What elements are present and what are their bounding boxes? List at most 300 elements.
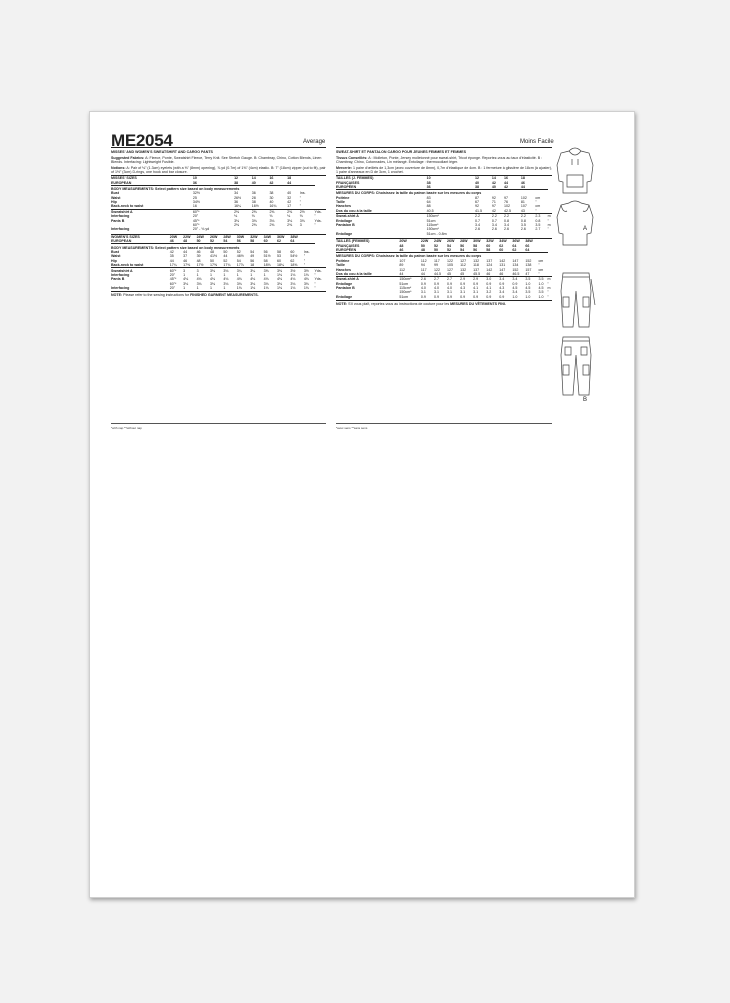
table-cell: 0.9: [433, 281, 439, 286]
notions-fr: Mercerie: 1 paire d'œillets de 1,3cm (avec ouverture de 8mm), 0,7m d'élastique de 4cm. B : 1 fermeture à glissière de 18cm (à ajuster), 1 paire d'anneaux en D de 3cm, 1 crochet.: [336, 165, 552, 174]
table-cell: 51½: [263, 254, 271, 259]
table-cell: ⅛: [287, 214, 291, 219]
table-cell: ": [303, 263, 306, 268]
table-cell: 2.6: [420, 277, 426, 282]
table-cell: 35: [169, 254, 174, 259]
table-cell: ⅛: [251, 214, 255, 219]
table-cell: 16: [503, 176, 508, 181]
table-cell: 3⅛: [209, 268, 215, 273]
table-cell: 52: [209, 239, 214, 244]
table-cell: 152: [512, 267, 519, 272]
table-cell: 3¼: [236, 268, 242, 273]
table-cell: 4⅛: [209, 277, 215, 282]
table-cell: 122: [433, 267, 440, 272]
table-cell: 3.5: [538, 277, 544, 282]
table-cell: 48: [196, 258, 201, 263]
table-cell: 137: [473, 267, 480, 272]
row-label: Back-neck to waist: [111, 263, 144, 268]
table-cell: 51cm: [426, 218, 436, 223]
table-cell: 36: [251, 191, 256, 196]
table-cell: 4⅛: [223, 277, 229, 282]
table-cell: 40: [269, 200, 274, 205]
table-cell: 42: [491, 180, 496, 185]
table-cell: 48: [209, 249, 214, 254]
table-cell: 3.1: [420, 290, 426, 295]
table-cell: 142: [499, 258, 506, 263]
table-cell: 3.1: [473, 290, 479, 295]
row-label: Bust: [111, 191, 119, 196]
header-rule-en: [111, 147, 326, 148]
table-cell: 97: [503, 195, 508, 200]
table-cell: 62: [277, 239, 281, 244]
row-label: Interfacing: [111, 214, 130, 219]
table-cell: 0.9: [433, 294, 439, 299]
table-cell: 1⅛: [250, 286, 256, 291]
yardage-row: [111, 286, 326, 290]
table-cell: 60: [277, 258, 281, 263]
table-cell: 38: [251, 200, 256, 205]
table-cell: 142: [486, 267, 493, 272]
table-cell: 3.5: [525, 290, 531, 295]
table-cell: 3⅛: [299, 218, 305, 223]
table-cell: 2.6: [491, 227, 497, 232]
body-measurements-heading: BODY MEASUREMENTS: Select pattern size based on body measurements: [111, 244, 315, 250]
yardage-row: [111, 227, 326, 231]
table-cell: 0.9: [447, 294, 453, 299]
table-cell: 3.5: [525, 277, 531, 282]
table-cell: 30W: [236, 234, 245, 239]
table-cell: Yds.: [314, 218, 322, 223]
table-cell: 17¼: [169, 263, 177, 268]
skill-level-en: Average: [303, 139, 326, 145]
table-cell: 3.5: [538, 290, 544, 295]
row-label: Waist: [111, 195, 121, 200]
table-cell: 131: [499, 263, 506, 268]
table-cell: 52: [223, 258, 228, 263]
table-cell: ": [547, 290, 549, 295]
table-cell: 38: [234, 180, 239, 185]
table-cell: 51cm - 0.8m: [426, 231, 447, 236]
table-cell: 10: [192, 176, 197, 181]
table-cell: 36: [426, 184, 431, 189]
row-label: EUROPÉEN: [336, 247, 357, 252]
table-cell: 49: [250, 254, 255, 259]
table-cell: 152: [525, 258, 532, 263]
table-cell: 4⅛: [250, 277, 256, 282]
table-cell: 45"*: [169, 277, 177, 282]
table-cell: 16¾: [269, 204, 277, 209]
table-cell: 127: [447, 267, 454, 272]
table-cell: 44: [520, 184, 525, 189]
fabrics-en: Suggested Fabrics: A: Fleece, Ponte, Sweatshirt Fleece, Terry Knit. See Stretch Gauge. B: Chambray, Chino, Cotton Blends, Linen Blends. Interfacing: Lightweight Fusible.: [111, 156, 322, 165]
table-cell: 50: [223, 249, 228, 254]
table-cell: 1⅛: [277, 272, 282, 277]
table-cell: 46: [486, 271, 491, 276]
table-cell: 58: [250, 239, 255, 244]
table-cell: 1: [263, 272, 266, 277]
table-cell: 34W: [499, 239, 507, 244]
body-measurements-heading: MESURES DU CORPS: Choisissez la taille du patron basée sur les mesures du corps: [336, 190, 548, 196]
table-cell: [548, 232, 552, 236]
row-label: Pants B: [111, 277, 125, 282]
table-cell: 42: [503, 184, 508, 189]
table-cell: 3.4: [512, 290, 518, 295]
row-label: Pantalon B: [336, 286, 355, 291]
note-fr: NOTE: S'il vous plaît, reportez-vous au instructions de couture pour les MESURES DU VÊTEMENTS FINI.: [336, 300, 552, 306]
table-cell: ": [314, 223, 316, 228]
table-cell: 3.1: [447, 290, 453, 295]
table-cell: 64: [525, 247, 530, 252]
table-cell: 150cm*: [426, 214, 439, 219]
table-cell: ": [547, 294, 549, 299]
table-cell: 40: [287, 191, 292, 196]
table-cell: 51cm: [399, 281, 409, 286]
row-label: Hanches: [336, 267, 351, 272]
table-cell: 17⅜: [183, 263, 191, 268]
table-cell: 28: [251, 195, 256, 200]
table-cell: 54: [250, 249, 255, 254]
table-cell: 42: [491, 208, 496, 213]
table-cell: 64: [290, 239, 295, 244]
table-cell: 46: [399, 247, 404, 252]
table-cell: 1⅛: [290, 286, 296, 291]
table-cell: 112: [460, 263, 466, 268]
notions-en: Notions: A: Pair of ⅛" (1.3cm) eyelets (with a ⅜" (8mm) opening), ⅞ yd (0.7m) of 1⅝" (4cm) elastic. B: 7" (18cm) zipper (cut to fit), pair of 1½" (3cm) D-rings, one hook and bar closure.: [111, 165, 326, 174]
table-cell: 1: [196, 286, 199, 291]
table-cell: 2.9: [473, 277, 479, 282]
table-cell: 1⅛: [236, 286, 242, 291]
table-cell: 0.8: [520, 218, 526, 223]
table-cell: 34½: [192, 200, 200, 205]
table-cell: 3⅜: [263, 268, 269, 273]
table-cell: 0.9: [512, 281, 518, 286]
table-cell: 3⅛: [250, 281, 256, 286]
table-cell: 4⅛: [277, 277, 282, 282]
table-cell: 3.4: [503, 223, 509, 228]
table-cell: cm: [538, 258, 544, 263]
table-cell: 2.2: [520, 214, 526, 219]
row-label: Taille: [336, 200, 345, 205]
table-cell: 60: [499, 247, 504, 252]
table-cell: 20W: [169, 234, 178, 239]
table-cell: 54½: [290, 254, 298, 259]
table-cell: 45"*: [192, 218, 200, 223]
table-cell: 25: [192, 195, 197, 200]
table-cell: 22W: [420, 239, 429, 244]
table-cell: 40: [475, 180, 479, 185]
pattern-number: ME2054: [111, 131, 173, 150]
table-cell: 53: [277, 254, 281, 259]
table-cell: 20" - ⅛ yd: [192, 227, 210, 232]
table-cell: 36: [192, 180, 197, 185]
table-cell: 1⅛: [290, 272, 296, 277]
table-cell: 2.2: [475, 214, 480, 219]
table-cell: 83: [426, 195, 431, 200]
row-label: Pants B: [111, 218, 125, 223]
table-cell: 22W: [183, 234, 191, 239]
table-cell: 1: [209, 286, 212, 291]
table-cell: 34W: [263, 234, 271, 239]
table-cell: 3⅛: [223, 268, 229, 273]
table-cell: 38W: [525, 239, 533, 244]
table-cell: 0.9: [460, 281, 466, 286]
table-cell: 3⅜: [277, 268, 282, 273]
table-cell: 2⅜: [251, 209, 257, 214]
table-cell: 0.9: [447, 281, 453, 286]
table-cell: 42: [269, 180, 274, 185]
table-cell: 2.3: [535, 214, 541, 219]
table-cell: 34: [234, 191, 239, 196]
table-cell: [535, 232, 547, 236]
yardage-row: [336, 295, 552, 299]
table-cell: 45: [447, 271, 452, 276]
table-cell: 62: [290, 258, 295, 263]
table-cell: 112: [420, 258, 427, 263]
row-label: Taille: [336, 263, 345, 268]
table-cell: 2.6: [475, 227, 480, 232]
table-cell: 18⅜: [290, 263, 298, 268]
table-cell: 0.9: [420, 294, 426, 299]
table-cell: 50: [196, 239, 201, 244]
table-cell: 1⅛: [303, 272, 309, 277]
table-cell: 3.5: [535, 223, 541, 228]
table-cell: 24W: [196, 234, 204, 239]
table-cell: 52: [433, 243, 438, 248]
table-cell: 4.0: [447, 286, 453, 291]
table-cell: 2⅜: [287, 223, 293, 228]
row-label: Interfacing: [111, 272, 130, 277]
table-cell: 3.4: [475, 223, 480, 228]
view-b-label: B: [583, 397, 588, 403]
table-cell: ": [299, 200, 302, 205]
table-cell: 44: [183, 249, 188, 254]
table-cell: 54: [223, 239, 228, 244]
misses-size-table-en: [111, 175, 326, 232]
table-cell: 2⅜: [251, 223, 257, 228]
table-cell: 40: [251, 180, 256, 185]
table-cell: 40: [491, 184, 496, 189]
table-cell: 54: [447, 243, 452, 248]
table-cell: 3.2: [486, 290, 492, 295]
table-cell: 157: [525, 267, 532, 272]
table-cell: 97: [491, 204, 496, 209]
table-cell: 54: [460, 247, 465, 252]
table-cell: 127: [460, 258, 467, 263]
table-cell: 132: [473, 258, 480, 263]
row-label: Waist: [111, 254, 121, 259]
table-cell: 32½: [192, 191, 200, 196]
table-cell: 3⅛: [209, 281, 215, 286]
table-cell: ": [547, 227, 549, 232]
table-cell: 32W: [486, 239, 494, 244]
table-cell: cm: [535, 195, 541, 200]
yardage-row: [336, 232, 552, 236]
table-cell: [234, 227, 252, 231]
table-cell: 115cm*: [399, 286, 412, 291]
table-cell: 1: [236, 272, 239, 277]
table-cell: 16½: [251, 204, 259, 209]
table-cell: Ins.: [303, 249, 310, 254]
table-cell: 71: [491, 200, 496, 205]
table-cell: 52: [447, 247, 452, 252]
table-cell: 117: [420, 267, 427, 272]
table-cell: 42.5: [503, 208, 511, 213]
table-cell: 2⅜: [234, 223, 240, 228]
table-cell: 60"*: [192, 209, 200, 214]
table-cell: 3.5: [520, 223, 526, 228]
title-fr: SWEAT-SHIRT ET PANTALON CARGO POUR JEUNES FEMMES ET FEMMES: [336, 150, 466, 154]
table-cell: 41½: [209, 254, 217, 259]
table-cell: 4.0: [433, 286, 439, 291]
table-cell: 46: [499, 271, 504, 276]
table-cell: 32W: [250, 234, 258, 239]
table-cell: 45.5: [473, 271, 481, 276]
table-cell: 0.9: [473, 281, 479, 286]
table-cell: 2.6: [503, 227, 509, 232]
table-cell: 3: [196, 268, 199, 273]
table-cell: 2.6: [520, 227, 526, 232]
table-cell: 50: [433, 247, 438, 252]
table-cell: [504, 232, 521, 236]
row-label: Bust: [111, 249, 119, 254]
table-cell: 99: [433, 263, 438, 268]
table-cell: 60"*: [169, 281, 177, 286]
row-label: MISSES' SIZES: [111, 176, 137, 181]
table-cell: 1: [196, 272, 199, 277]
table-cell: 20": [169, 286, 176, 291]
table-cell: 38: [426, 180, 431, 185]
table-cell: 4⅛: [196, 277, 202, 282]
table-cell: m: [547, 286, 551, 291]
table-cell: 40.5: [426, 208, 434, 213]
table-cell: 3⅛: [290, 281, 296, 286]
table-cell: 51cm: [399, 294, 409, 299]
table-cell: 1: [183, 286, 186, 291]
table-cell: ": [314, 281, 316, 286]
table-cell: 147: [512, 258, 519, 263]
row-label: EUROPEAN: [111, 180, 132, 185]
table-cell: 3⅛: [263, 281, 269, 286]
table-cell: 4.3: [499, 286, 505, 291]
table-cell: 92: [475, 204, 479, 209]
misses-size-table-fr: [336, 175, 552, 236]
table-cell: 1: [250, 272, 253, 277]
table-cell: 60"*: [192, 223, 200, 228]
table-cell: 10: [426, 176, 431, 181]
table-cell: ": [547, 218, 549, 223]
table-cell: 2⅜: [269, 223, 275, 228]
table-cell: 3⅛: [303, 281, 309, 286]
table-cell: 2⅜: [234, 209, 240, 214]
table-cell: 150cm*: [399, 277, 412, 282]
table-cell: 60: [263, 239, 268, 244]
table-cell: 0.9: [499, 281, 505, 286]
table-cell: 0.9: [460, 294, 466, 299]
table-cell: 2½: [299, 209, 305, 214]
row-label: Sweatshirt A: [111, 209, 133, 214]
table-cell: 0.8: [503, 218, 509, 223]
table-cell: 32: [287, 195, 292, 200]
table-cell: 4⅛: [236, 277, 242, 282]
table-cell: 62: [512, 247, 517, 252]
row-label: Entoilage: [336, 231, 353, 236]
title-en: MISSES' AND WOMEN'S SWEATSHIRT AND CARGO PANTS: [111, 150, 213, 154]
table-cell: 26W: [209, 234, 218, 239]
table-cell: 28W: [223, 234, 231, 239]
table-cell: ": [535, 208, 537, 213]
table-cell: 1⅛: [303, 286, 309, 291]
table-cell: 26W: [447, 239, 455, 244]
table-cell: 56: [250, 258, 255, 263]
table-cell: 1⅛: [277, 286, 282, 291]
skill-level-fr: Moins Facile: [520, 139, 554, 145]
table-cell: 16¼: [234, 204, 242, 209]
table-cell: 4⅛: [263, 277, 269, 282]
table-cell: 58: [473, 243, 478, 248]
table-cell: ": [303, 258, 306, 263]
table-cell: 24W: [433, 239, 442, 244]
table-cell: 48: [420, 247, 425, 252]
table-cell: 20": [169, 272, 176, 277]
table-cell: 39: [196, 254, 201, 259]
table-cell: [492, 232, 504, 236]
fabrics-fr: Tissus Conseillés: A : Molleton, Ponte, Jersey molletonné pour sweat-shirt, Tricot éponge. Reportez-vous au taux d'élasticité. B : Chambray, Chino, Cotonnades, Lin mélangé. Entoilage : thermocollant léger.: [336, 156, 543, 165]
table-cell: 3⅛: [269, 218, 275, 223]
row-label: EUROPÉEN: [336, 184, 357, 189]
table-cell: 60"*: [169, 268, 177, 273]
table-cell: [252, 227, 270, 231]
table-cell: 92: [491, 195, 496, 200]
table-cell: 3: [299, 223, 302, 228]
table-cell: 1.0: [512, 294, 518, 299]
table-cell: 4.1: [473, 286, 479, 291]
table-cell: 14: [251, 176, 256, 181]
table-cell: 64: [512, 243, 517, 248]
table-cell: 3⅛: [234, 218, 240, 223]
table-cell: 150cm*: [426, 227, 439, 232]
table-cell: 4.5: [525, 286, 531, 291]
table-cell: 4.1: [486, 286, 492, 291]
row-label: Poitrine: [336, 258, 350, 263]
table-cell: 12: [475, 176, 479, 181]
table-cell: 38: [269, 191, 274, 196]
row-label: Interfacing: [111, 227, 130, 232]
table-cell: 3½: [290, 268, 296, 273]
table-cell: 2.7: [447, 277, 453, 282]
table-cell: 115cm*: [426, 223, 439, 228]
table-cell: 44: [399, 271, 404, 276]
row-label: TAILLES (J. FEMMES): [336, 176, 374, 181]
table-cell: 67: [475, 200, 479, 205]
view-a-label: A: [583, 226, 588, 232]
table-cell: 1: [209, 272, 212, 277]
table-cell: 1.0: [538, 281, 544, 286]
table-cell: 4.5: [538, 286, 544, 291]
table-cell: 1.0: [525, 294, 531, 299]
table-cell: ": [547, 281, 549, 286]
table-cell: 87: [475, 195, 479, 200]
table-cell: 2.2: [491, 214, 497, 219]
table-cell: 14: [491, 176, 496, 181]
table-cell: 16: [192, 204, 197, 209]
table-cell: 0.8: [535, 218, 541, 223]
table-cell: 17: [287, 204, 292, 209]
table-cell: 28W: [460, 239, 468, 244]
table-cell: 18: [520, 176, 525, 181]
table-cell: m: [547, 214, 551, 219]
table-cell: 44.5: [433, 271, 441, 276]
row-label: Sweat-shirt A: [336, 277, 359, 282]
